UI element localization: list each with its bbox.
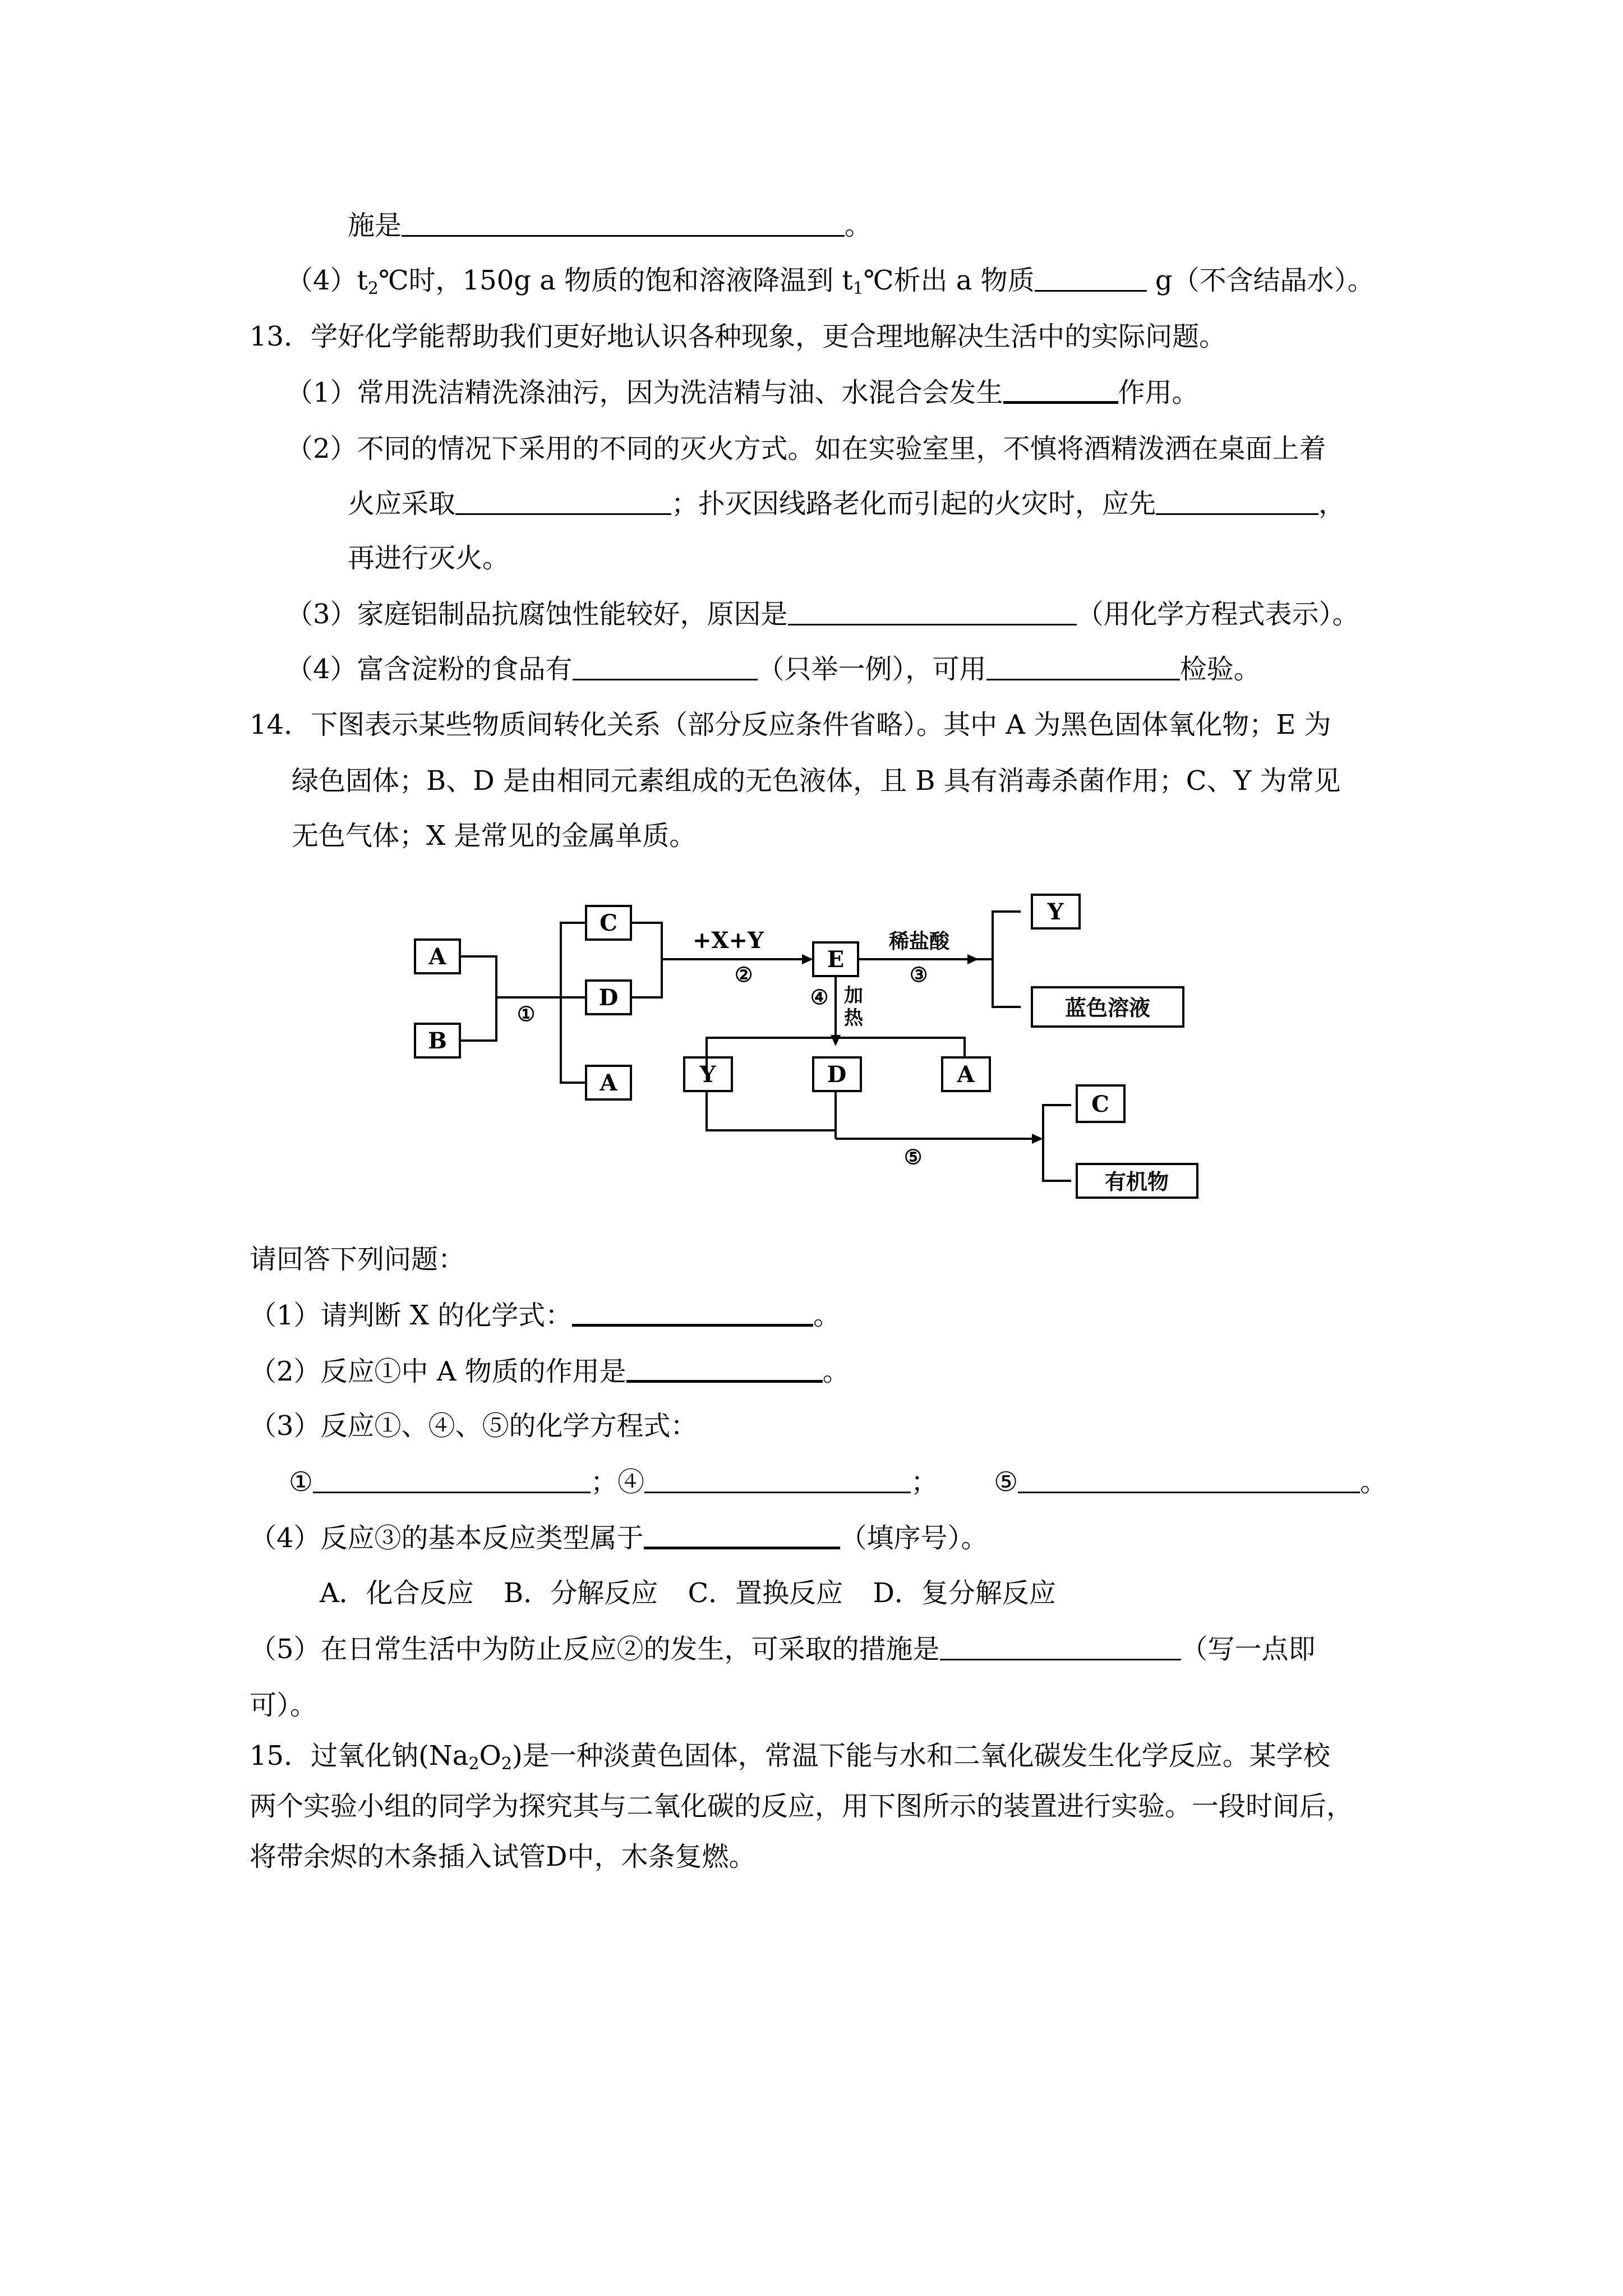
answer-blank[interactable]: [1003, 376, 1118, 404]
answer-blank[interactable]: [1156, 489, 1318, 515]
subscript: 1: [852, 279, 864, 298]
reaction-4-label: ④: [810, 986, 829, 1009]
answer-blank[interactable]: [644, 1467, 911, 1493]
text: 。: [822, 1356, 850, 1387]
answer-blank[interactable]: [644, 1522, 840, 1549]
answer-blank[interactable]: [572, 1299, 813, 1327]
text: ⑤: [994, 1466, 1018, 1498]
text: 检验。: [1179, 654, 1261, 685]
label-D: D: [827, 1061, 847, 1088]
text: 。: [845, 210, 872, 241]
text: （4）反应③的基本反应类型属于: [250, 1522, 644, 1554]
reagent-hcl-label: 稀盐酸: [889, 930, 950, 953]
text: （1）请判断 X 的化学式：: [250, 1300, 573, 1331]
reaction-2-label: ②: [735, 963, 753, 987]
q13-part-4: [286, 652, 1261, 686]
connector: [1043, 1105, 1071, 1181]
text: （写一点即: [1181, 1634, 1316, 1665]
arrowhead: [802, 954, 813, 964]
answer-2: [250, 1355, 850, 1388]
arrowhead: [967, 954, 979, 964]
options: A．化合反应 B．分解反应 C．置换反应 D．复分解反应: [320, 1577, 1056, 1609]
answer-4: [250, 1521, 988, 1555]
answer-blank[interactable]: [940, 1634, 1181, 1660]
subscript: 2: [468, 1754, 479, 1774]
text: 火应采取: [348, 488, 456, 519]
connector: [707, 1091, 836, 1130]
text: ④: [617, 1466, 645, 1498]
text: ；: [591, 1466, 618, 1498]
text: 。: [813, 1300, 841, 1331]
text: ；扑灭因线路老化而引起的火灾时，应先: [671, 488, 1156, 519]
answer-blank[interactable]: [986, 654, 1180, 680]
label-A: A: [957, 1061, 975, 1088]
label-B: B: [428, 1028, 447, 1054]
answer-blank[interactable]: [313, 1467, 591, 1493]
reagent-label: +X+Y: [693, 927, 764, 954]
reaction-1-label: ①: [517, 1002, 536, 1026]
label-Y: Y: [1047, 899, 1064, 925]
answer-blank[interactable]: [455, 489, 671, 515]
answer-blank[interactable]: [626, 1355, 823, 1383]
answer-3: （3）反应①、④、⑤的化学方程式：: [250, 1410, 698, 1442]
answer-5-line2: 可）。: [250, 1690, 317, 1721]
answer-5: [250, 1632, 1316, 1666]
reaction-3-label: ③: [910, 963, 928, 987]
q13-part-2-line2: [348, 487, 1345, 521]
text: 15．过氧化钠(Na: [250, 1740, 469, 1772]
question-15-line1: [250, 1739, 1330, 1773]
connector: [993, 912, 1021, 1007]
equations-line: [289, 1465, 1387, 1499]
text: g（不含结晶水）。: [1146, 265, 1375, 296]
answer-1: [250, 1299, 840, 1332]
answer-blank[interactable]: [788, 599, 1077, 625]
line-1: [348, 209, 872, 242]
label-A: A: [428, 944, 446, 970]
prompt: 请回答下列问题：: [250, 1244, 465, 1275]
line-2: [286, 264, 1375, 297]
text: ；: [911, 1466, 938, 1498]
answer-blank[interactable]: [573, 654, 758, 680]
label-blue-solution: 蓝色溶液: [1064, 995, 1151, 1020]
question-15-line3: 将带余烬的木条插入试管D中，木条复燃。: [250, 1841, 756, 1872]
connector: [460, 956, 496, 1041]
text: （3）家庭铝制品抗腐蚀性能较好，原因是: [286, 599, 788, 630]
subscript: 2: [501, 1754, 512, 1774]
connector: [561, 923, 586, 1083]
answer-blank[interactable]: [402, 210, 845, 237]
answer-blank[interactable]: [1035, 265, 1147, 292]
subscript: 2: [367, 279, 379, 298]
question-14-line2: 绿色固体；B、D 是由相同元素组成的无色液体，且 B 具有消毒杀菌作用；C、Y 为常见: [292, 765, 1341, 797]
label-C: C: [1091, 1091, 1109, 1117]
question-14-line1: 14．下图表示某些物质间转化关系（部分反应条件省略）。其中 A 为黑色固体氧化物；E 为: [250, 709, 1331, 740]
text: （只举一例），可用: [757, 654, 986, 685]
text: )是一种淡黄色固体，常温下能与水和二氧化碳发生化学反应。某学校: [511, 1740, 1330, 1772]
text: ①: [289, 1466, 313, 1498]
text: O: [479, 1740, 501, 1772]
text: （2）反应①中 A 物质的作用是: [250, 1356, 626, 1387]
text: （4）富含淀粉的食品有: [286, 654, 573, 685]
text: 作用。: [1118, 377, 1199, 408]
heat-label: 加: [844, 984, 863, 1007]
q13-part-2: （2）不同的情况下采用的不同的灭火方式。如在实验室里，不慎将酒精泼洒在桌面上着: [286, 433, 1326, 464]
text: （用化学方程式表示）。: [1076, 599, 1359, 630]
label-D: D: [598, 984, 619, 1011]
text: （4）t: [286, 265, 368, 296]
text: ℃析出 a 物质: [863, 265, 1035, 296]
label-A: A: [600, 1070, 617, 1096]
q13-part-2-line3: 再进行灭火。: [348, 542, 510, 574]
label-organic: 有机物: [1104, 1169, 1169, 1194]
answer-blank[interactable]: [1018, 1467, 1360, 1493]
label-E: E: [827, 946, 845, 973]
arrowhead: [1032, 1134, 1043, 1144]
question-15-line2: 两个实验小组的同学为探究其与二氧化碳的反应，用下图所示的装置进行实验。一段时间后，: [250, 1791, 1354, 1822]
heat-label: 热: [844, 1007, 863, 1029]
text: （1）常用洗洁精洗涤油污，因为洗洁精与油、水混合会发生: [286, 377, 1003, 408]
text: （填序号）。: [840, 1522, 988, 1554]
question-13-title: 13．学好化学能帮助我们更好地认识各种现象，更合理地解决生活中的实际问题。: [250, 321, 1227, 352]
text: 施是: [348, 210, 402, 241]
label-Y: Y: [699, 1061, 716, 1088]
q13-part-3: [286, 597, 1359, 631]
text: （5）在日常生活中为防止反应②的发生，可采取的措施是: [250, 1634, 940, 1665]
label-C: C: [600, 910, 617, 936]
reaction-5-label: ⑤: [904, 1145, 923, 1169]
reaction-flow-diagram: [393, 875, 1223, 1200]
text: ℃时，150g a 物质的饱和溶液降温到 t: [378, 265, 853, 296]
connector: [631, 923, 662, 997]
q13-part-1: [286, 376, 1199, 409]
text: 。: [1360, 1466, 1387, 1498]
arrowhead: [831, 1035, 841, 1046]
question-14-line3: 无色气体；X 是常见的金属单质。: [292, 820, 697, 852]
text: ，: [1318, 488, 1346, 519]
